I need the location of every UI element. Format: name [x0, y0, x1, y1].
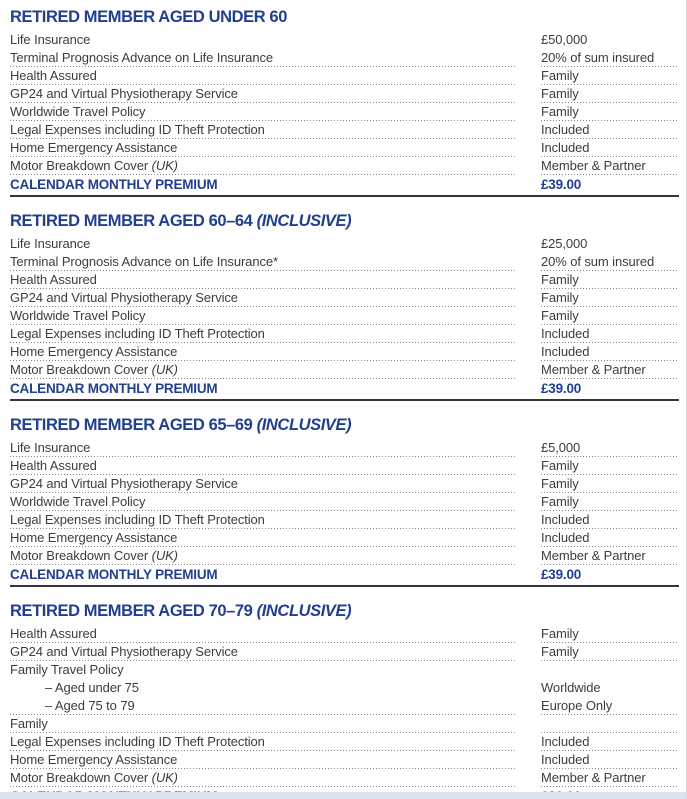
benefit-label: Family Travel Policy [10, 662, 124, 677]
benefit-row [10, 733, 679, 751]
benefit-row [10, 31, 679, 49]
benefit-section [10, 417, 679, 587]
benefit-label-cell [10, 31, 515, 49]
benefit-row [10, 103, 679, 121]
benefit-value-cell [541, 139, 679, 157]
benefit-value-cell [541, 157, 679, 175]
benefit-value: Included [541, 530, 590, 545]
benefit-label: Worldwide Travel Policy [10, 494, 146, 509]
benefit-value: Family [541, 644, 579, 659]
benefit-label: Home Emergency Assistance [10, 344, 178, 359]
benefit-value: Family [541, 68, 579, 83]
benefit-value: Family [541, 494, 579, 509]
benefit-section [10, 213, 679, 401]
benefit-row [10, 361, 679, 379]
benefit-value-cell [541, 307, 679, 325]
benefit-label: Terminal Prognosis Advance on Life Insurance [10, 50, 273, 65]
benefit-rows [10, 439, 679, 565]
benefit-label-cell [10, 751, 515, 769]
benefit-label-cell [10, 511, 515, 529]
benefit-label: Worldwide Travel Policy [10, 104, 146, 119]
benefit-value-cell [541, 715, 679, 733]
benefit-value: Family [541, 458, 579, 473]
benefit-label-cell [10, 343, 515, 361]
benefit-value-cell [541, 271, 679, 289]
benefit-value-cell [541, 475, 679, 493]
premium-value: £39.00 [541, 381, 582, 396]
benefit-value: £25,000 [541, 236, 588, 251]
benefit-value-cell [541, 289, 679, 307]
page-bottom-strip [0, 792, 686, 799]
benefit-label-cell [10, 157, 515, 175]
benefit-label: GP24 and Virtual Physiotherapy Service [10, 290, 238, 305]
section-title [10, 9, 679, 25]
benefit-row [10, 121, 679, 139]
benefit-label: Home Emergency Assistance [10, 140, 178, 155]
benefit-row [10, 325, 679, 343]
benefit-row [10, 85, 679, 103]
benefit-value-cell [541, 511, 679, 529]
benefit-label-cell [10, 733, 515, 751]
benefit-label: Family [10, 716, 48, 731]
benefit-label-cell [10, 661, 515, 679]
premium-label: CALENDAR MONTHLY PREMIUM [10, 381, 218, 396]
benefit-label-cell [10, 439, 515, 457]
benefit-label: Legal Expenses including ID Theft Protection [10, 122, 265, 137]
benefit-label: Home Emergency Assistance [10, 752, 178, 767]
section-title [10, 603, 679, 619]
benefit-label: Motor Breakdown Cover [10, 770, 152, 785]
benefit-label-cell [10, 271, 515, 289]
benefit-value-cell [541, 697, 679, 715]
benefit-row [10, 625, 679, 643]
benefit-value-cell [541, 679, 679, 697]
benefit-label: Health Assured [10, 458, 97, 473]
benefit-row [10, 547, 679, 565]
benefit-value-cell [541, 769, 679, 787]
benefit-label-cell [10, 529, 515, 547]
benefit-value: Family [541, 86, 579, 101]
benefit-label-cell [10, 697, 515, 715]
premium-label: CALENDAR MONTHLY PREMIUM [10, 567, 218, 582]
benefit-value: £5,000 [541, 440, 581, 455]
benefit-value: 20% of sum insured [541, 254, 655, 269]
benefit-label: Life Insurance [10, 440, 91, 455]
benefit-label: GP24 and Virtual Physiotherapy Service [10, 86, 238, 101]
benefit-label-cell [10, 547, 515, 565]
benefit-value-cell [541, 457, 679, 475]
benefit-label-italic: (UK) [151, 158, 178, 173]
benefit-row [10, 139, 679, 157]
benefit-label-cell [10, 715, 515, 733]
benefit-label: Health Assured [10, 272, 97, 287]
benefit-section [10, 9, 679, 197]
benefit-row [10, 511, 679, 529]
benefit-value-cell [541, 325, 679, 343]
benefit-value: Included [541, 326, 590, 341]
benefit-row [10, 49, 679, 67]
benefit-label-italic: (UK) [151, 770, 178, 785]
benefit-row [10, 697, 679, 715]
benefit-value-cell [541, 361, 679, 379]
benefit-label-cell [10, 493, 515, 511]
section-title-text: RETIRED MEMBER AGED UNDER 60 [10, 8, 287, 26]
benefit-value: Europe Only [541, 698, 613, 713]
benefit-row [10, 643, 679, 661]
benefit-value-cell [541, 67, 679, 85]
premium-value: £39.00 [541, 567, 582, 582]
benefit-label-cell [10, 475, 515, 493]
benefit-label-cell [10, 253, 515, 271]
benefit-label-cell [10, 49, 515, 67]
benefit-row [10, 475, 679, 493]
benefit-row [10, 751, 679, 769]
section-title-inclusive-text: (INCLUSIVE) [256, 212, 352, 230]
section-title [10, 213, 679, 229]
benefit-label: Terminal Prognosis Advance on Life Insurance* [10, 254, 278, 269]
benefit-label-cell [10, 67, 515, 85]
benefit-value-cell [541, 751, 679, 769]
benefit-label: Life Insurance [10, 236, 91, 251]
benefit-row [10, 271, 679, 289]
benefit-value: £50,000 [541, 32, 588, 47]
benefit-row [10, 307, 679, 325]
benefit-label-italic: (UK) [151, 548, 178, 563]
benefit-row [10, 769, 679, 787]
premium-label: CALENDAR MONTHLY PREMIUM [10, 177, 218, 192]
benefit-value-cell [541, 235, 679, 253]
benefit-label: Home Emergency Assistance [10, 530, 178, 545]
benefit-label-cell [10, 289, 515, 307]
benefit-value-cell [541, 439, 679, 457]
benefit-value-cell [541, 253, 679, 271]
benefit-label: Legal Expenses including ID Theft Protection [10, 512, 265, 527]
benefit-value: Family [541, 104, 579, 119]
benefit-label-cell [10, 307, 515, 325]
section-title-text: RETIRED MEMBER AGED 70–79 [10, 602, 257, 620]
premium-value: £39.00 [541, 177, 582, 192]
benefit-label: Motor Breakdown Cover [10, 548, 152, 563]
benefit-label-cell [10, 121, 515, 139]
benefit-value-cell [541, 103, 679, 121]
benefit-row [10, 235, 679, 253]
section-title-text: RETIRED MEMBER AGED 60–64 [10, 212, 257, 230]
section-title-inclusive-text: (INCLUSIVE) [256, 416, 352, 434]
benefit-section [10, 603, 679, 799]
benefit-value-cell [541, 31, 679, 49]
benefit-row [10, 529, 679, 547]
benefit-label-italic: (UK) [151, 362, 178, 377]
benefit-row [10, 67, 679, 85]
benefit-value: Included [541, 752, 590, 767]
benefit-label: Health Assured [10, 68, 97, 83]
benefit-row [10, 253, 679, 271]
benefit-value-cell [541, 625, 679, 643]
benefit-value: Family [541, 626, 579, 641]
benefit-value-cell [541, 547, 679, 565]
section-title-text: RETIRED MEMBER AGED 65–69 [10, 416, 257, 434]
benefit-value: Included [541, 734, 590, 749]
benefit-label: Legal Expenses including ID Theft Protection [10, 734, 265, 749]
benefit-value-cell [541, 529, 679, 547]
benefit-label: Legal Expenses including ID Theft Protection [10, 326, 265, 341]
benefit-value: Family [541, 290, 579, 305]
benefit-label: GP24 and Virtual Physiotherapy Service [10, 644, 238, 659]
benefit-row [10, 157, 679, 175]
section-title [10, 417, 679, 433]
benefit-row [10, 493, 679, 511]
benefit-value-cell [541, 121, 679, 139]
benefit-label-cell [10, 235, 515, 253]
benefit-label-cell [10, 457, 515, 475]
benefit-label-cell [10, 625, 515, 643]
benefit-value: Included [541, 122, 590, 137]
benefit-value: Included [541, 512, 590, 527]
benefit-value: Included [541, 140, 590, 155]
benefit-value-cell [541, 343, 679, 361]
benefit-rows [10, 625, 679, 787]
benefit-label: Motor Breakdown Cover [10, 362, 152, 377]
benefit-value-cell [541, 733, 679, 751]
benefit-row [10, 289, 679, 307]
benefit-label: Worldwide Travel Policy [10, 308, 146, 323]
premium-row [10, 379, 679, 401]
premium-row [10, 175, 679, 197]
benefit-row [10, 661, 679, 679]
benefit-value-cell [541, 49, 679, 67]
benefit-value: Member & Partner [541, 548, 646, 563]
benefit-label-cell [10, 139, 515, 157]
benefit-rows [10, 31, 679, 175]
benefit-label: Health Assured [10, 626, 97, 641]
benefit-row [10, 679, 679, 697]
benefit-rows [10, 235, 679, 379]
benefit-label-cell [10, 769, 515, 787]
benefit-row [10, 439, 679, 457]
benefit-label-cell [10, 361, 515, 379]
benefit-value: Member & Partner [541, 770, 646, 785]
benefit-label: Motor Breakdown Cover [10, 158, 152, 173]
benefit-label-cell [10, 643, 515, 661]
benefit-row [10, 715, 679, 733]
benefit-sections [10, 9, 679, 799]
premium-row [10, 565, 679, 587]
benefit-value: Worldwide [541, 680, 601, 695]
benefit-row [10, 343, 679, 361]
benefit-label-cell [10, 679, 515, 697]
benefit-value-cell [541, 661, 679, 679]
benefit-value: Member & Partner [541, 158, 646, 173]
benefit-label-cell [10, 103, 515, 121]
benefit-row [10, 457, 679, 475]
benefit-value-cell [541, 643, 679, 661]
benefit-value-cell [541, 85, 679, 103]
benefit-label: – Aged under 75 [45, 680, 139, 695]
benefit-label: GP24 and Virtual Physiotherapy Service [10, 476, 238, 491]
benefit-label: Life Insurance [10, 32, 91, 47]
benefit-value: Family [541, 476, 579, 491]
benefit-value: Member & Partner [541, 362, 646, 377]
benefit-label-cell [10, 85, 515, 103]
benefit-value: Family [541, 272, 579, 287]
benefit-value-cell [541, 493, 679, 511]
benefit-value: 20% of sum insured [541, 50, 655, 65]
benefit-label-cell [10, 325, 515, 343]
benefit-label: – Aged 75 to 79 [45, 698, 135, 713]
benefit-value: Included [541, 344, 590, 359]
section-title-inclusive-text: (INCLUSIVE) [256, 602, 352, 620]
benefit-value: Family [541, 308, 579, 323]
